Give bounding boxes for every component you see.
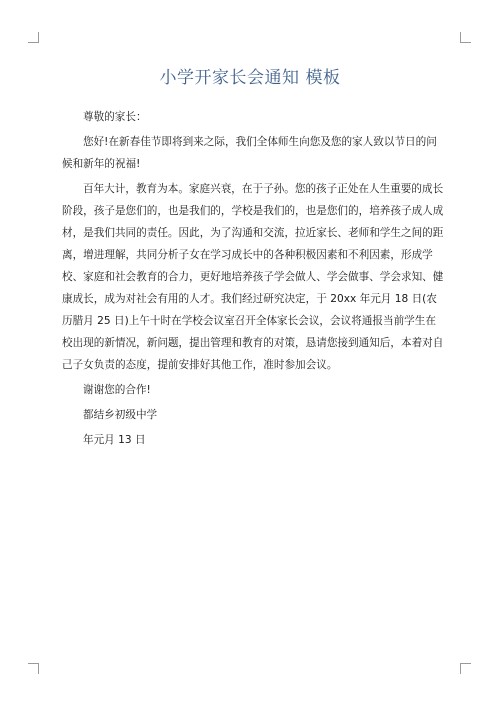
signature-date: 年元月 13 日 xyxy=(83,434,146,446)
crop-mark-top-left xyxy=(28,32,39,43)
thanks-line: 谢谢您的合作! xyxy=(83,384,151,396)
crop-mark-bottom-left xyxy=(28,663,39,674)
document-body xyxy=(62,106,444,454)
crop-mark-top-right xyxy=(460,32,471,43)
signature-school: 都结乡初级中学 xyxy=(83,409,158,421)
document-title: 小学开家长会通知 模板 xyxy=(159,68,341,88)
main-paragraph: 百年大计，教育为本。家庭兴衰，在于子孙。您的孩子正处在人生重要的成长阶段，孩子是您们的，也是我们的，学校是我们的，也是您们的，培养孩子成人成材，是我们共同的责任。因此，为了沟通和交流，拉近家长、老师和学生之间的距离，增进理解，共同分析子女在学习成长中的各种积极因素和不利因素，形成学校、家庭和社会教育的合力，更好地培养孩子学会做人、学会做事、学会求知、健康成长，成为对社会有用的人才。我们经过研究决定，于 20xx 年元月 18 日(农历腊月 25 日)上午十时在学校会议室召开全体家长会议，会议将通报当前学生在校出现的新情况，新问题，提出管理和教育的对策，恳请您接到通知后，本着对自己子女负责的态度，提前安排好其他工作，准时参加会议。 xyxy=(62,183,444,371)
salutation: 尊敬的家长： xyxy=(83,111,147,123)
greeting-paragraph: 您好!在新春佳节即将到来之际，我们全体师生向您及您的家人致以节日的问候和新年的祝福! xyxy=(62,136,437,170)
crop-mark-bottom-right xyxy=(460,663,471,674)
